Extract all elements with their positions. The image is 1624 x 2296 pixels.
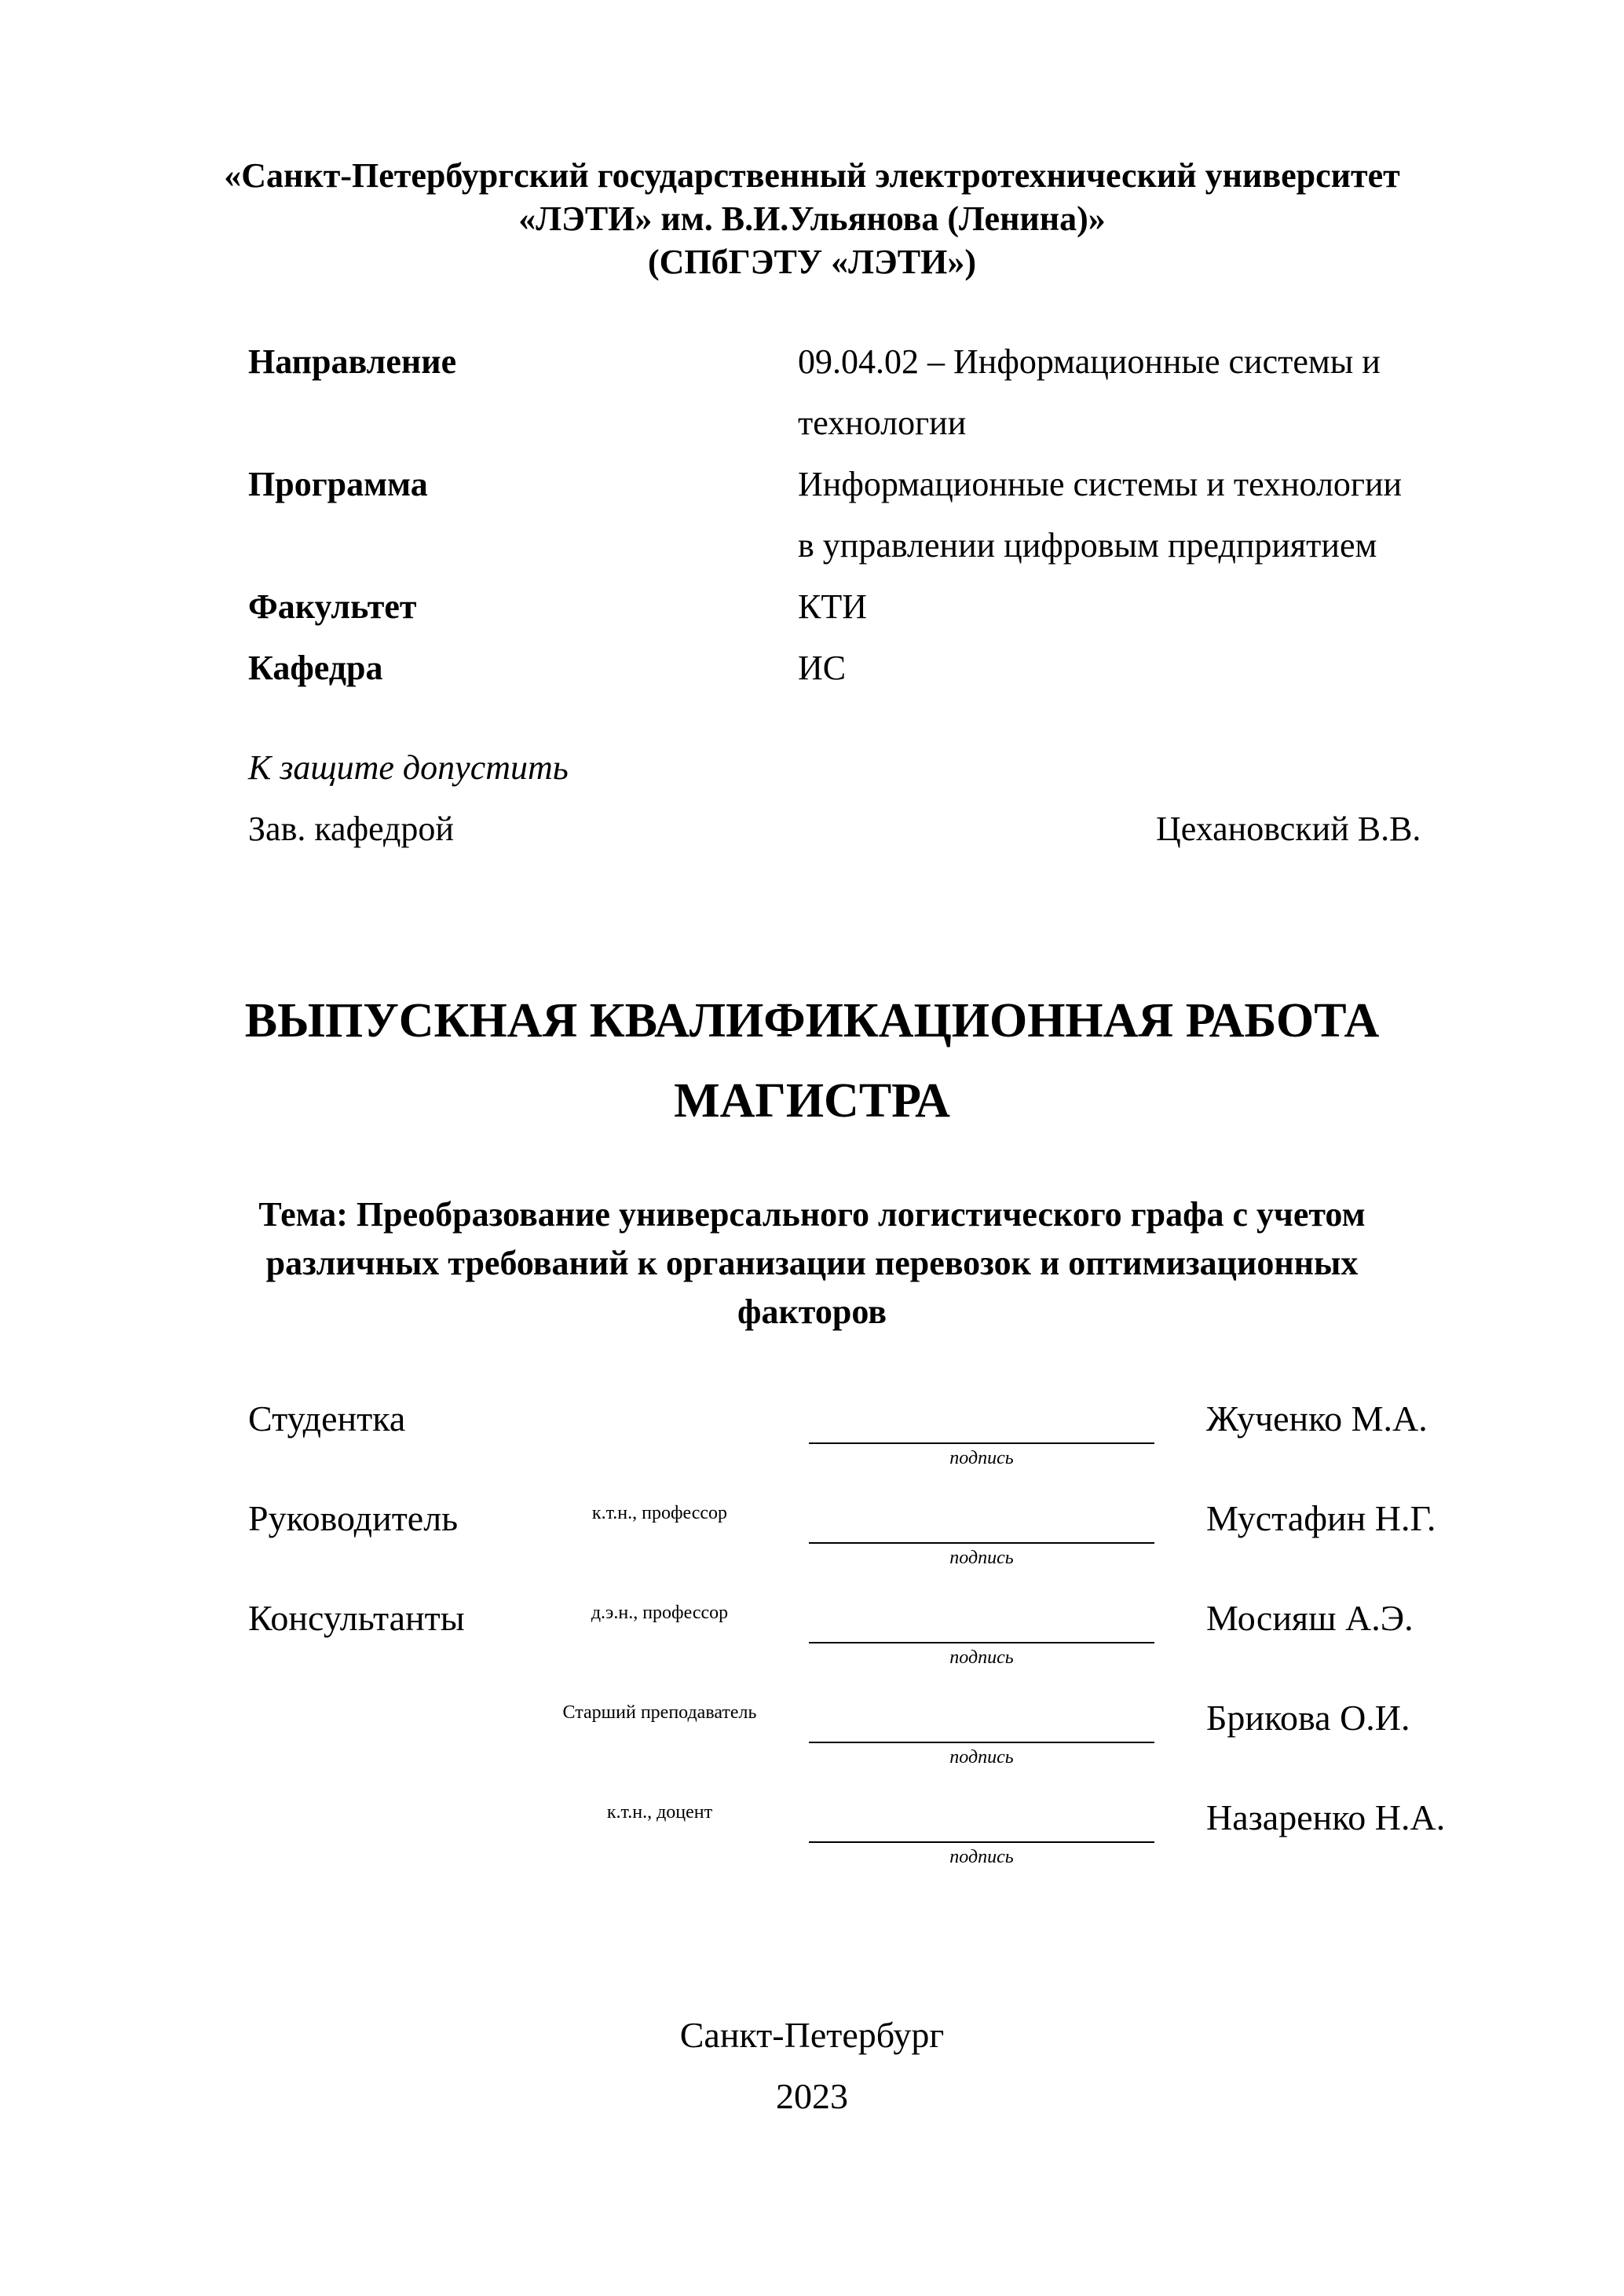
signature-person-name: Мосияш А.Э. bbox=[1206, 1598, 1414, 1638]
work-topic bbox=[0, 1190, 1624, 1336]
program-label: Программа bbox=[248, 465, 428, 503]
work-title-line-2: МАГИСТРА bbox=[674, 1074, 950, 1128]
signature-role: Студентка bbox=[248, 1398, 406, 1439]
footer-city: Санкт-Петербург bbox=[679, 2015, 945, 2055]
program-value-line-1: Информационные системы и технологии bbox=[798, 465, 1403, 503]
footer-year: 2023 bbox=[776, 2076, 848, 2116]
signature-degree: к.т.н., доцент bbox=[606, 1802, 713, 1823]
signature-role: Руководитель bbox=[248, 1498, 459, 1538]
department-label: Кафедра bbox=[248, 649, 383, 687]
signature-person-name: Жученко М.А. bbox=[1206, 1398, 1428, 1439]
header-line-3: (СПбГЭТУ «ЛЭТИ») bbox=[648, 243, 976, 281]
signature-line bbox=[809, 1841, 1154, 1843]
signature-degree: Старший преподаватель bbox=[562, 1702, 757, 1723]
head-of-department-label: Зав. кафедрой bbox=[248, 810, 454, 848]
signature-person-name: Назаренко Н.А. bbox=[1206, 1797, 1446, 1837]
header-line-2: «ЛЭТИ» им. В.И.Ульянова (Ленина)» bbox=[518, 199, 1106, 238]
direction-value-line-2: технологии bbox=[798, 404, 967, 442]
signature-role: Консультанты bbox=[248, 1598, 465, 1638]
signature-degree: д.э.н., профессор bbox=[591, 1603, 729, 1623]
signature-caption: подпись bbox=[949, 1747, 1014, 1768]
signature-caption: подпись bbox=[949, 1448, 1014, 1468]
topic-line-1: Тема: Преобразование универсального логистического графа с учетом bbox=[258, 1195, 1366, 1234]
topic-line-3: факторов bbox=[737, 1292, 887, 1331]
signature-caption: подпись bbox=[949, 1847, 1014, 1867]
signature-person-name: Брикова О.И. bbox=[1206, 1698, 1410, 1738]
direction-label: Направление bbox=[248, 342, 457, 381]
signature-caption: подпись bbox=[949, 1647, 1014, 1668]
admit-to-defense: К защите допустить bbox=[248, 748, 569, 787]
faculty-label: Факультет bbox=[248, 587, 417, 626]
signature-line bbox=[809, 1442, 1154, 1444]
department-value: ИС bbox=[798, 649, 847, 687]
head-of-department-name: Цехановский В.В. bbox=[1156, 810, 1421, 848]
signature-caption: подпись bbox=[949, 1548, 1014, 1568]
header-line-1: «Санкт-Петербургский государственный электротехнический университет bbox=[224, 156, 1400, 195]
work-title-line-1: ВЫПУСКНАЯ КВАЛИФИКАЦИОННАЯ РАБОТА bbox=[244, 994, 1380, 1047]
signature-person-name: Мустафин Н.Г. bbox=[1206, 1498, 1436, 1538]
university-header bbox=[0, 154, 1624, 283]
faculty-value: КТИ bbox=[798, 587, 867, 626]
topic-line-2: различных требований к организации перевозок и оптимизационных bbox=[265, 1244, 1359, 1282]
direction-value-line-1: 09.04.02 – Информационные системы и bbox=[798, 342, 1381, 381]
signature-line bbox=[809, 1742, 1154, 1743]
signature-degree: к.т.н., профессор bbox=[591, 1503, 728, 1523]
signature-line bbox=[809, 1542, 1154, 1544]
signature-line bbox=[809, 1642, 1154, 1643]
program-value-line-2: в управлении цифровым предприятием bbox=[798, 526, 1377, 565]
